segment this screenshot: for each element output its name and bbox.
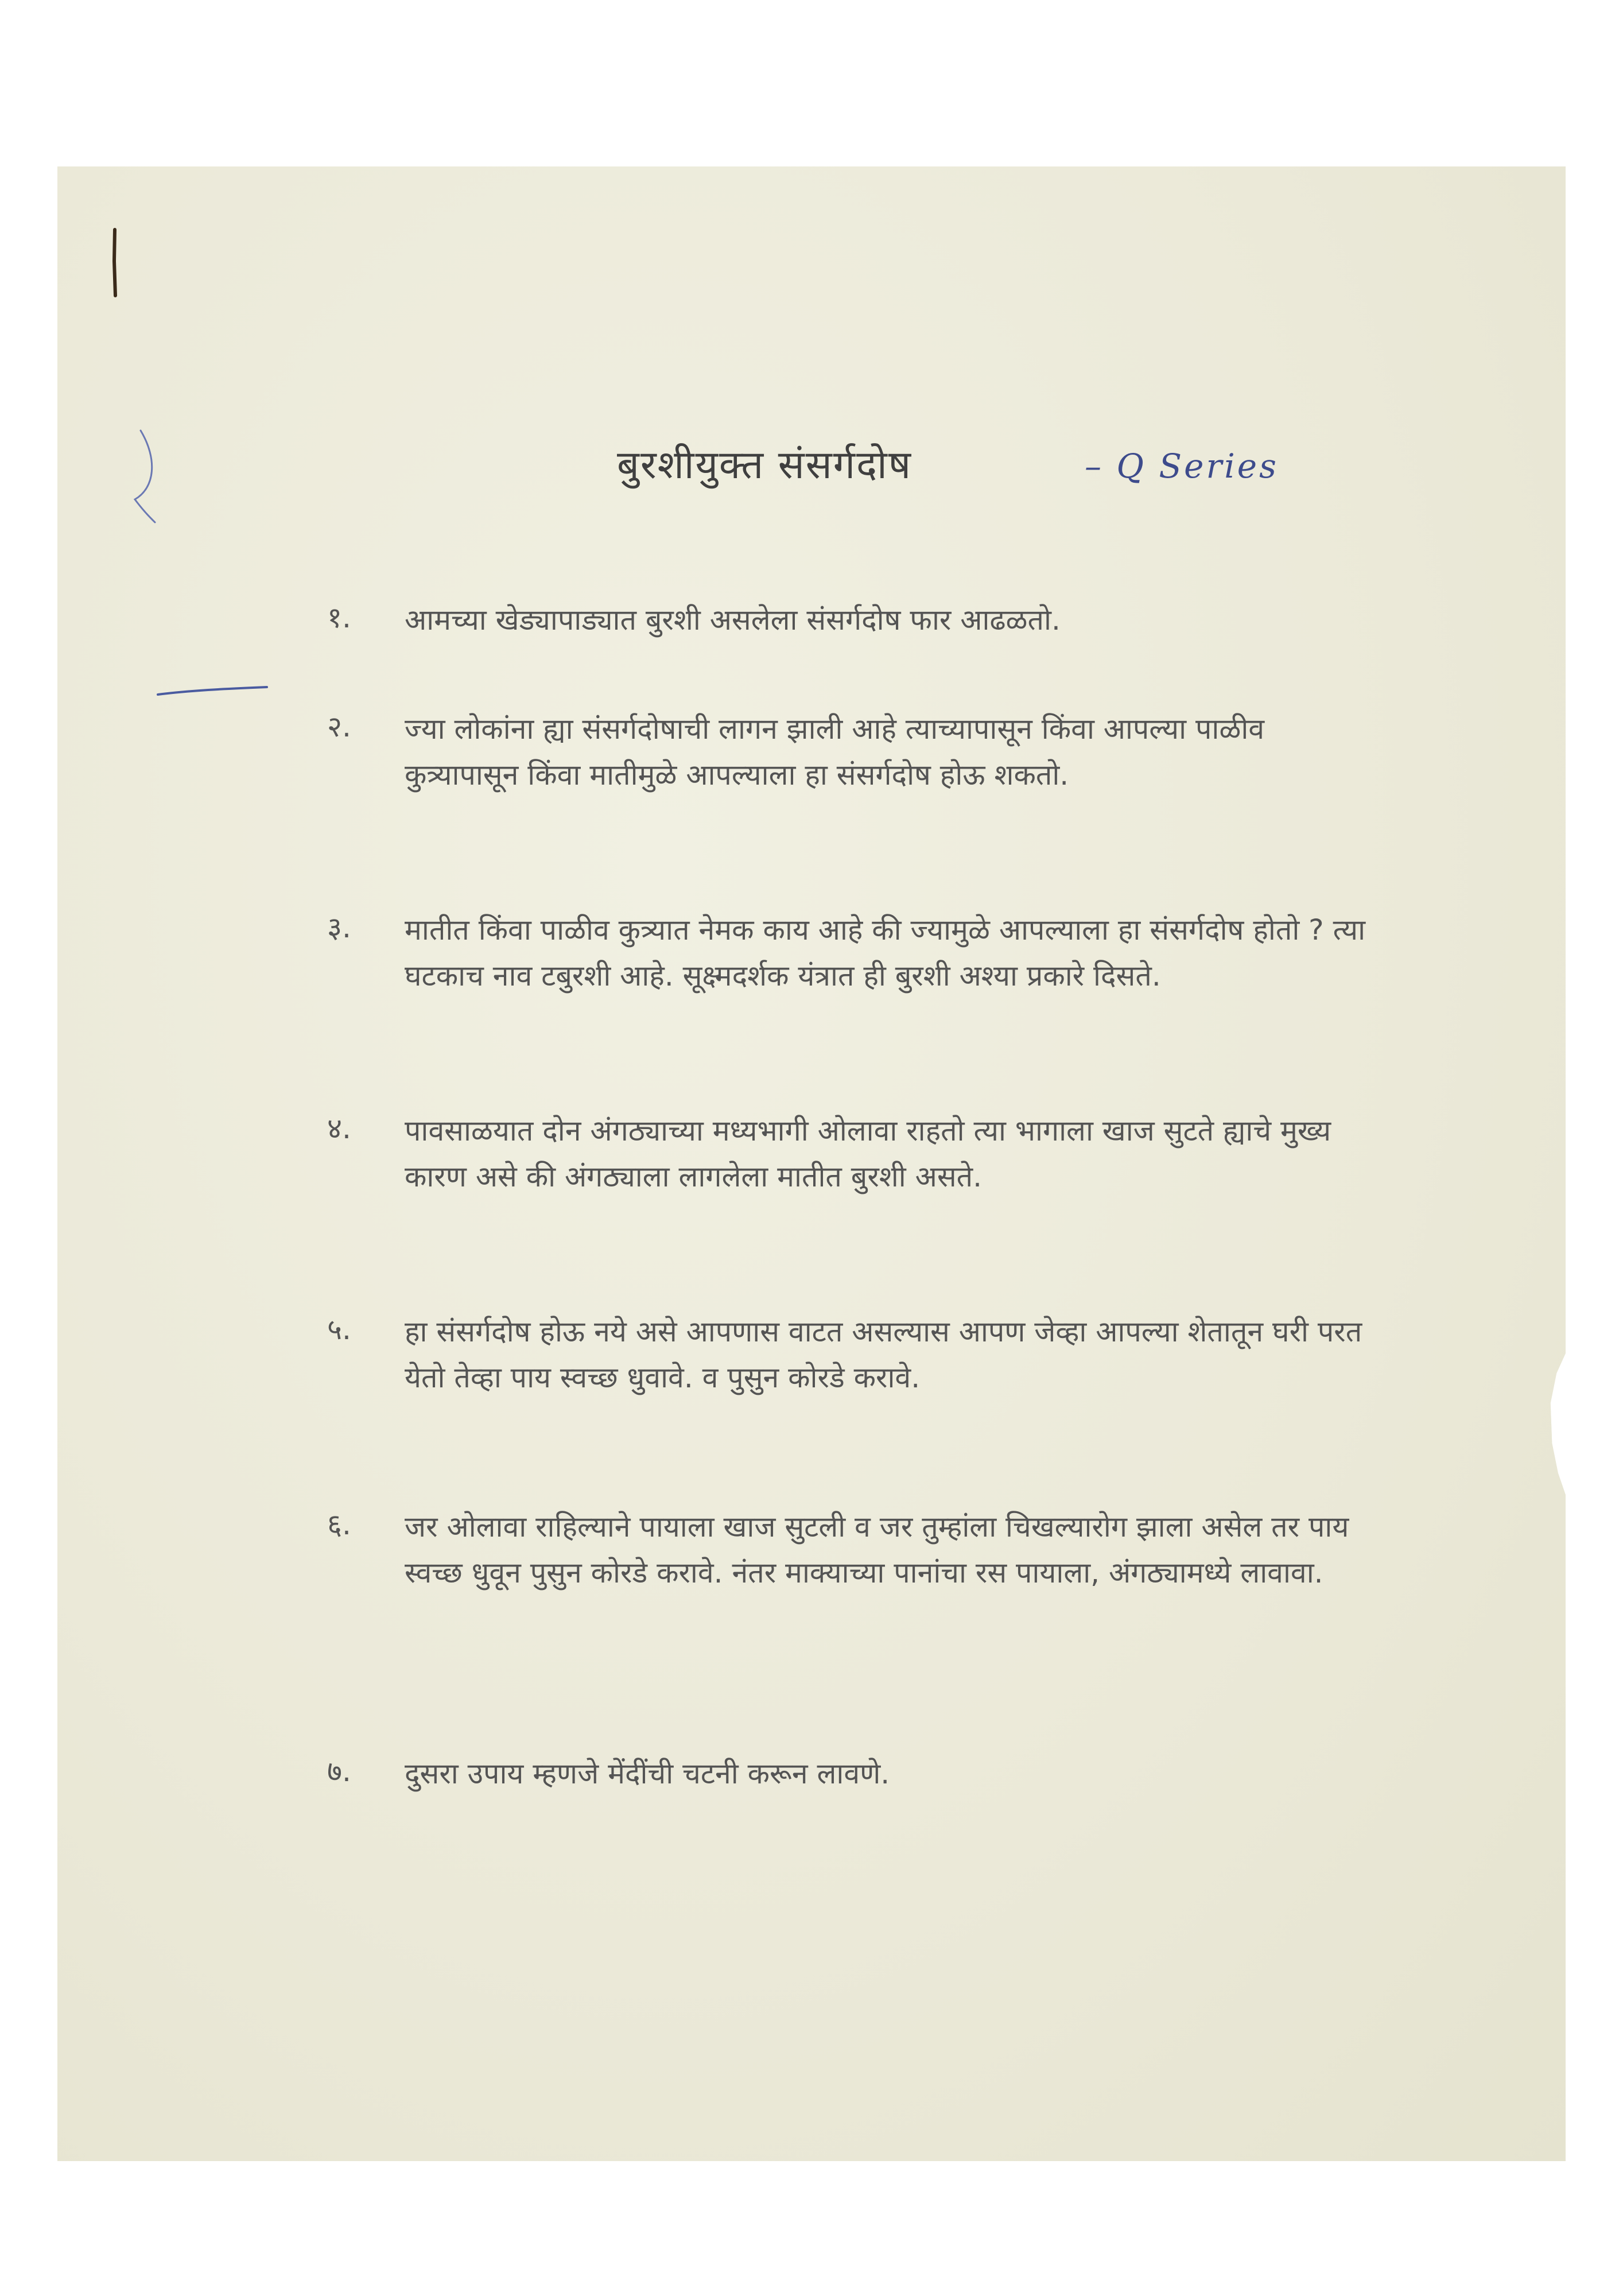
item-text: आमच्या खेड्यापाड्यात बुरशी असलेला संसर्गदोष फार आढळतो. <box>405 603 1061 637</box>
item-text: मातीत किंवा पाळीव कुत्र्यात नेमक काय आहे की ज्यामुळे आपल्याला हा संसर्गदोष होतो ? त्या घटकाच नाव टबुरशी आहे. सूक्ष्मदर्शक यंत्रात ही बुरशी अश्या प्रकारे दिसते. <box>405 913 1366 992</box>
item-text: दुसरा उपाय म्हणजे मेंदींची चटनी करून लावणे. <box>405 1757 890 1790</box>
staple-mark <box>106 227 123 301</box>
item-text: ज्या लोकांना ह्या संसर्गदोषाची लागन झाली आहे त्याच्यापासून किंवा आपल्या पाळीव कुत्र्यापासून किंवा मातीमुळे आपल्याला हा संसर्गदोष होऊ शकतो. <box>405 712 1265 792</box>
item-text: पावसाळयात दोन अंगठ्याच्या मध्यभागी ओलावा राहतो त्या भागाला खाज सुटते ह्याचे मुख्य कारण असे की अंगठ्याला लागलेला मातीत बुरशी असते. <box>405 1114 1331 1193</box>
item-number: ७. <box>327 1755 351 1788</box>
item-number: ४. <box>327 1112 351 1145</box>
pen-stroke-margin <box>123 425 169 528</box>
item-text: हा संसर्गदोष होऊ नये असे आपणास वाटत असल्यास आपण जेव्हा आपल्या शेतातून घरी परत येतो तेव्हा पाय स्वच्छ धुवावे. व पुसुन कोरडे करावे. <box>405 1315 1362 1394</box>
item-number: ३. <box>327 911 351 944</box>
item-number: २. <box>327 710 351 743</box>
item-number: ६. <box>327 1508 351 1541</box>
item-text: जर ओलावा राहिल्याने पायाला खाज सुटली व जर तुम्हांला चिखल्यारोग झाला असेल तर पाय स्वच्छ धुवून पुसुन कोरडे करावे. नंतर माक्याच्या पानांचा रस पायाला, अंगठ्यामध्ये लावावा. <box>405 1510 1349 1589</box>
handwritten-annotation: – Q Series <box>1085 447 1279 486</box>
pen-dash-margin <box>155 680 270 703</box>
item-number: १. <box>327 601 351 634</box>
document-title: बुरशीयुक्त संसर्गदोष <box>617 443 912 488</box>
item-number: ५. <box>327 1313 351 1346</box>
